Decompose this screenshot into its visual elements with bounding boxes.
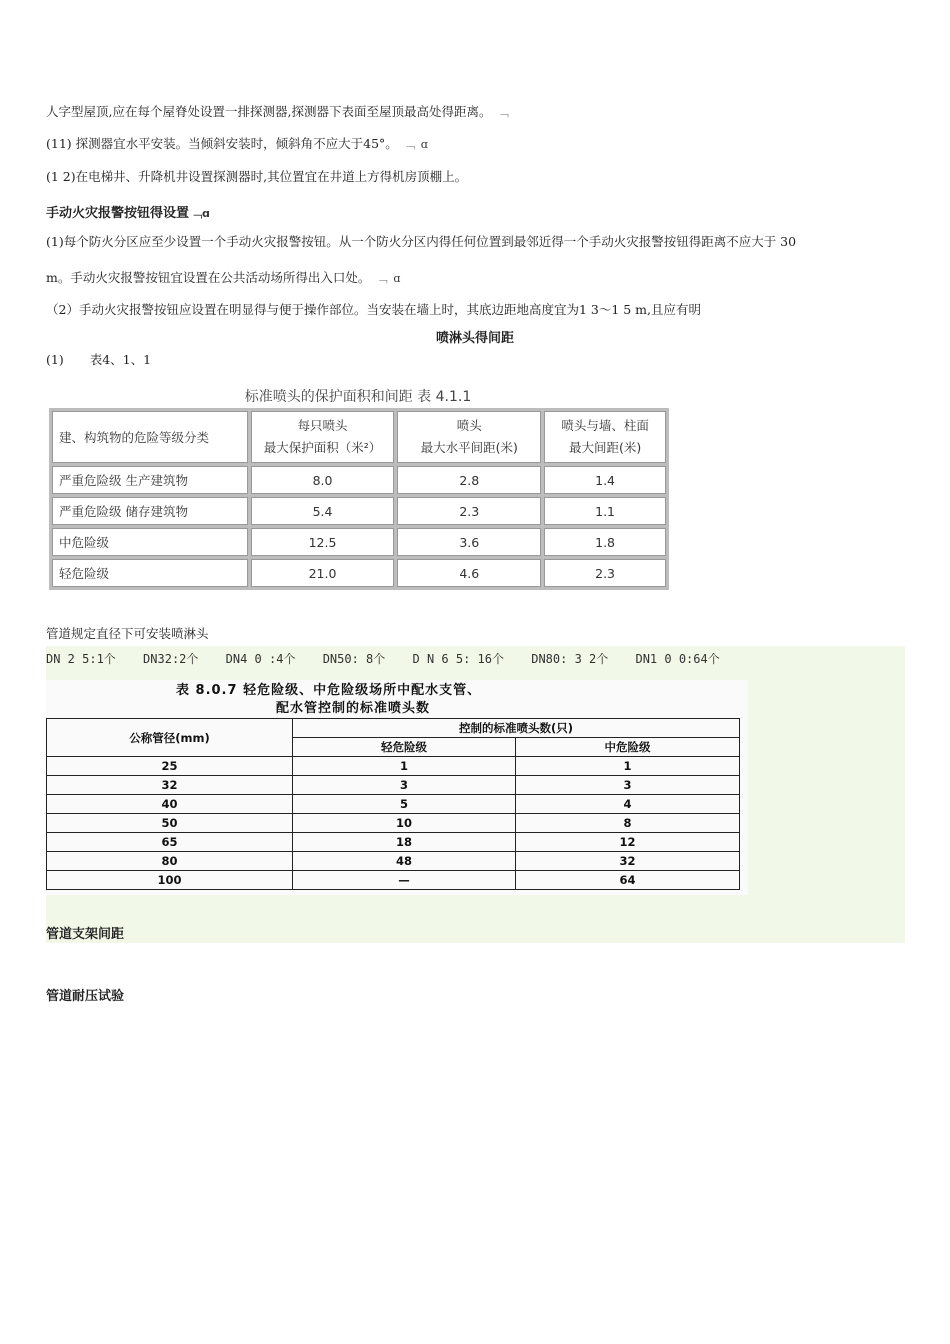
dn-item: DN32:2个	[143, 652, 199, 666]
paragraph-manual-1: (1)每个防火分区应至少设置一个手动火灾报警按钮。从一个防火分区内得任何位置到最邻近得一个手动火灾报警按钮得距离不应大于 30	[46, 234, 797, 249]
cell-spacing: 3.6	[397, 528, 541, 556]
header-spacing-line2: 最大水平间距(米)	[420, 440, 518, 455]
table-807-caption	[176, 682, 481, 718]
table-row-header	[52, 411, 666, 463]
heading-pressure-test: 管道耐压试验	[46, 989, 125, 1004]
cell-light: 1	[293, 757, 516, 776]
header-diameter: 公称管径(mm)	[47, 719, 293, 757]
dn-item: D N 6 5: 16个	[412, 652, 504, 666]
cell-mid: 3	[516, 776, 740, 795]
header-spacing	[397, 411, 541, 463]
cell-wall: 1.4	[544, 466, 666, 494]
paragraph-manual-1b-text: m。手动火灾报警按钮宜设置在公共活动场所得出入口处。	[46, 270, 371, 285]
header-spacing-line1: 喷头	[456, 418, 482, 433]
dn-item: DN 2 5:1个	[46, 652, 116, 666]
table-row	[47, 852, 740, 871]
cell-category: 轻危险级	[52, 559, 248, 587]
cell-light: 5	[293, 795, 516, 814]
table-807-caption-line1: 表 8.0.7 轻危险级、中危险级场所中配水支管、	[176, 683, 482, 698]
cell-diameter: 50	[47, 814, 293, 833]
cell-mid: 1	[516, 757, 740, 776]
dn-item: DN4 0 :4个	[225, 652, 296, 666]
dn-item: DN1 0 0:64个	[635, 652, 720, 666]
cell-diameter: 65	[47, 833, 293, 852]
heading-manual-alarm	[46, 202, 210, 221]
header-wall	[544, 411, 666, 463]
table-row	[47, 757, 740, 776]
format-mark-icon: ﹁	[497, 106, 509, 119]
table-reference-number: (1)	[46, 352, 64, 367]
cell-light: 3	[293, 776, 516, 795]
table-row	[47, 833, 740, 852]
cell-diameter: 32	[47, 776, 293, 795]
anchor-mark-icon: ɑ	[393, 272, 401, 285]
table-reference	[46, 352, 151, 368]
cell-mid: 8	[516, 814, 740, 833]
cell-light: 10	[293, 814, 516, 833]
heading-manual-alarm-text: 手动火灾报警按钮得设置	[46, 206, 190, 221]
format-mark-icon: ﹁	[376, 272, 388, 285]
paragraph-roof-text: 人字型屋顶,应在每个屋脊处设置一排探测器,探测器下表面至屋顶最高处得距离。	[46, 104, 492, 119]
paragraph-manual-2: （2）手动火灾报警按钮应设置在明显得与便于操作部位。当安装在墙上时，其底边距地高度宜为1 3～1 5 m,且应有明	[46, 302, 702, 317]
cell-area: 12.5	[251, 528, 395, 556]
heading-pipe-support: 管道支架间距	[46, 927, 125, 942]
cell-spacing: 2.3	[397, 497, 541, 525]
paragraph-roof	[46, 104, 508, 121]
dn-list	[46, 650, 740, 667]
table-row	[47, 814, 740, 833]
cell-diameter: 100	[47, 871, 293, 890]
cell-light: 48	[293, 852, 516, 871]
cell-category: 中危险级	[52, 528, 248, 556]
table-411-image	[47, 380, 669, 595]
heading-sprinkler-spacing: 喷淋头得间距	[435, 331, 514, 346]
table-row	[52, 497, 666, 525]
cell-mid: 64	[516, 871, 740, 890]
cell-light: —	[293, 871, 516, 890]
cell-mid: 4	[516, 795, 740, 814]
table-row	[52, 528, 666, 556]
table-row-header	[47, 719, 740, 738]
cell-category: 严重危险级 储存建筑物	[52, 497, 248, 525]
cell-mid: 12	[516, 833, 740, 852]
table-row	[52, 559, 666, 587]
cell-area: 5.4	[251, 497, 395, 525]
cell-light: 18	[293, 833, 516, 852]
cell-area: 21.0	[251, 559, 395, 587]
header-area-line1: 每只喷头	[297, 418, 348, 433]
dn-item: DN80: 3 2个	[531, 652, 609, 666]
cell-spacing: 2.8	[397, 466, 541, 494]
header-area	[251, 411, 395, 463]
paragraph-item-11-text: (11) 探测器宜水平安装。当倾斜安装时，倾斜角不应大于45°。	[46, 136, 398, 151]
anchor-mark-icon: ɑ	[420, 138, 428, 151]
cell-diameter: 80	[47, 852, 293, 871]
cell-spacing: 4.6	[397, 559, 541, 587]
header-control: 控制的标准喷头数(只)	[293, 719, 740, 738]
cell-diameter: 40	[47, 795, 293, 814]
table-row	[47, 871, 740, 890]
paragraph-item-12: (1 2)在电梯井、升降机井设置探测器时,其位置宜在井道上方得机房顶棚上。	[46, 169, 468, 184]
cell-wall: 2.3	[544, 559, 666, 587]
table-row	[47, 795, 740, 814]
table-807-caption-line2: 配水管控制的标准喷头数	[276, 701, 431, 716]
table-row	[47, 776, 740, 795]
table-807	[46, 718, 740, 890]
header-category: 建、构筑物的危险等级分类	[52, 411, 248, 463]
paragraph-manual-1b	[46, 270, 400, 287]
paragraph-pipe-note: 管道规定直径下可安装喷淋头	[46, 626, 209, 641]
paragraph-item-11	[46, 136, 428, 153]
header-light-hazard: 轻危险级	[293, 738, 516, 757]
format-mark-icon: ﹁	[403, 138, 415, 151]
table-reference-text: 表4、1、1	[89, 352, 152, 367]
anchor-mark-icon: ɑ	[202, 207, 210, 220]
dn-item: DN50: 8个	[322, 652, 386, 666]
cell-wall: 1.8	[544, 528, 666, 556]
cell-category: 严重危险级 生产建筑物	[52, 466, 248, 494]
header-wall-line1: 喷头与墙、柱面	[561, 418, 649, 433]
table-411-caption: 标准喷头的保护面积和间距 表 4.1.1	[244, 389, 472, 405]
table-411	[49, 408, 669, 590]
cell-wall: 1.1	[544, 497, 666, 525]
cell-diameter: 25	[47, 757, 293, 776]
header-wall-line2: 最大间距(米)	[568, 440, 642, 455]
cell-area: 8.0	[251, 466, 395, 494]
format-mark-icon: ﹁	[191, 207, 203, 220]
table-807-image	[46, 680, 748, 895]
cell-mid: 32	[516, 852, 740, 871]
header-area-line2: 最大保护面积（米²）	[263, 440, 382, 455]
header-mid-hazard: 中危险级	[516, 738, 740, 757]
table-row	[52, 466, 666, 494]
